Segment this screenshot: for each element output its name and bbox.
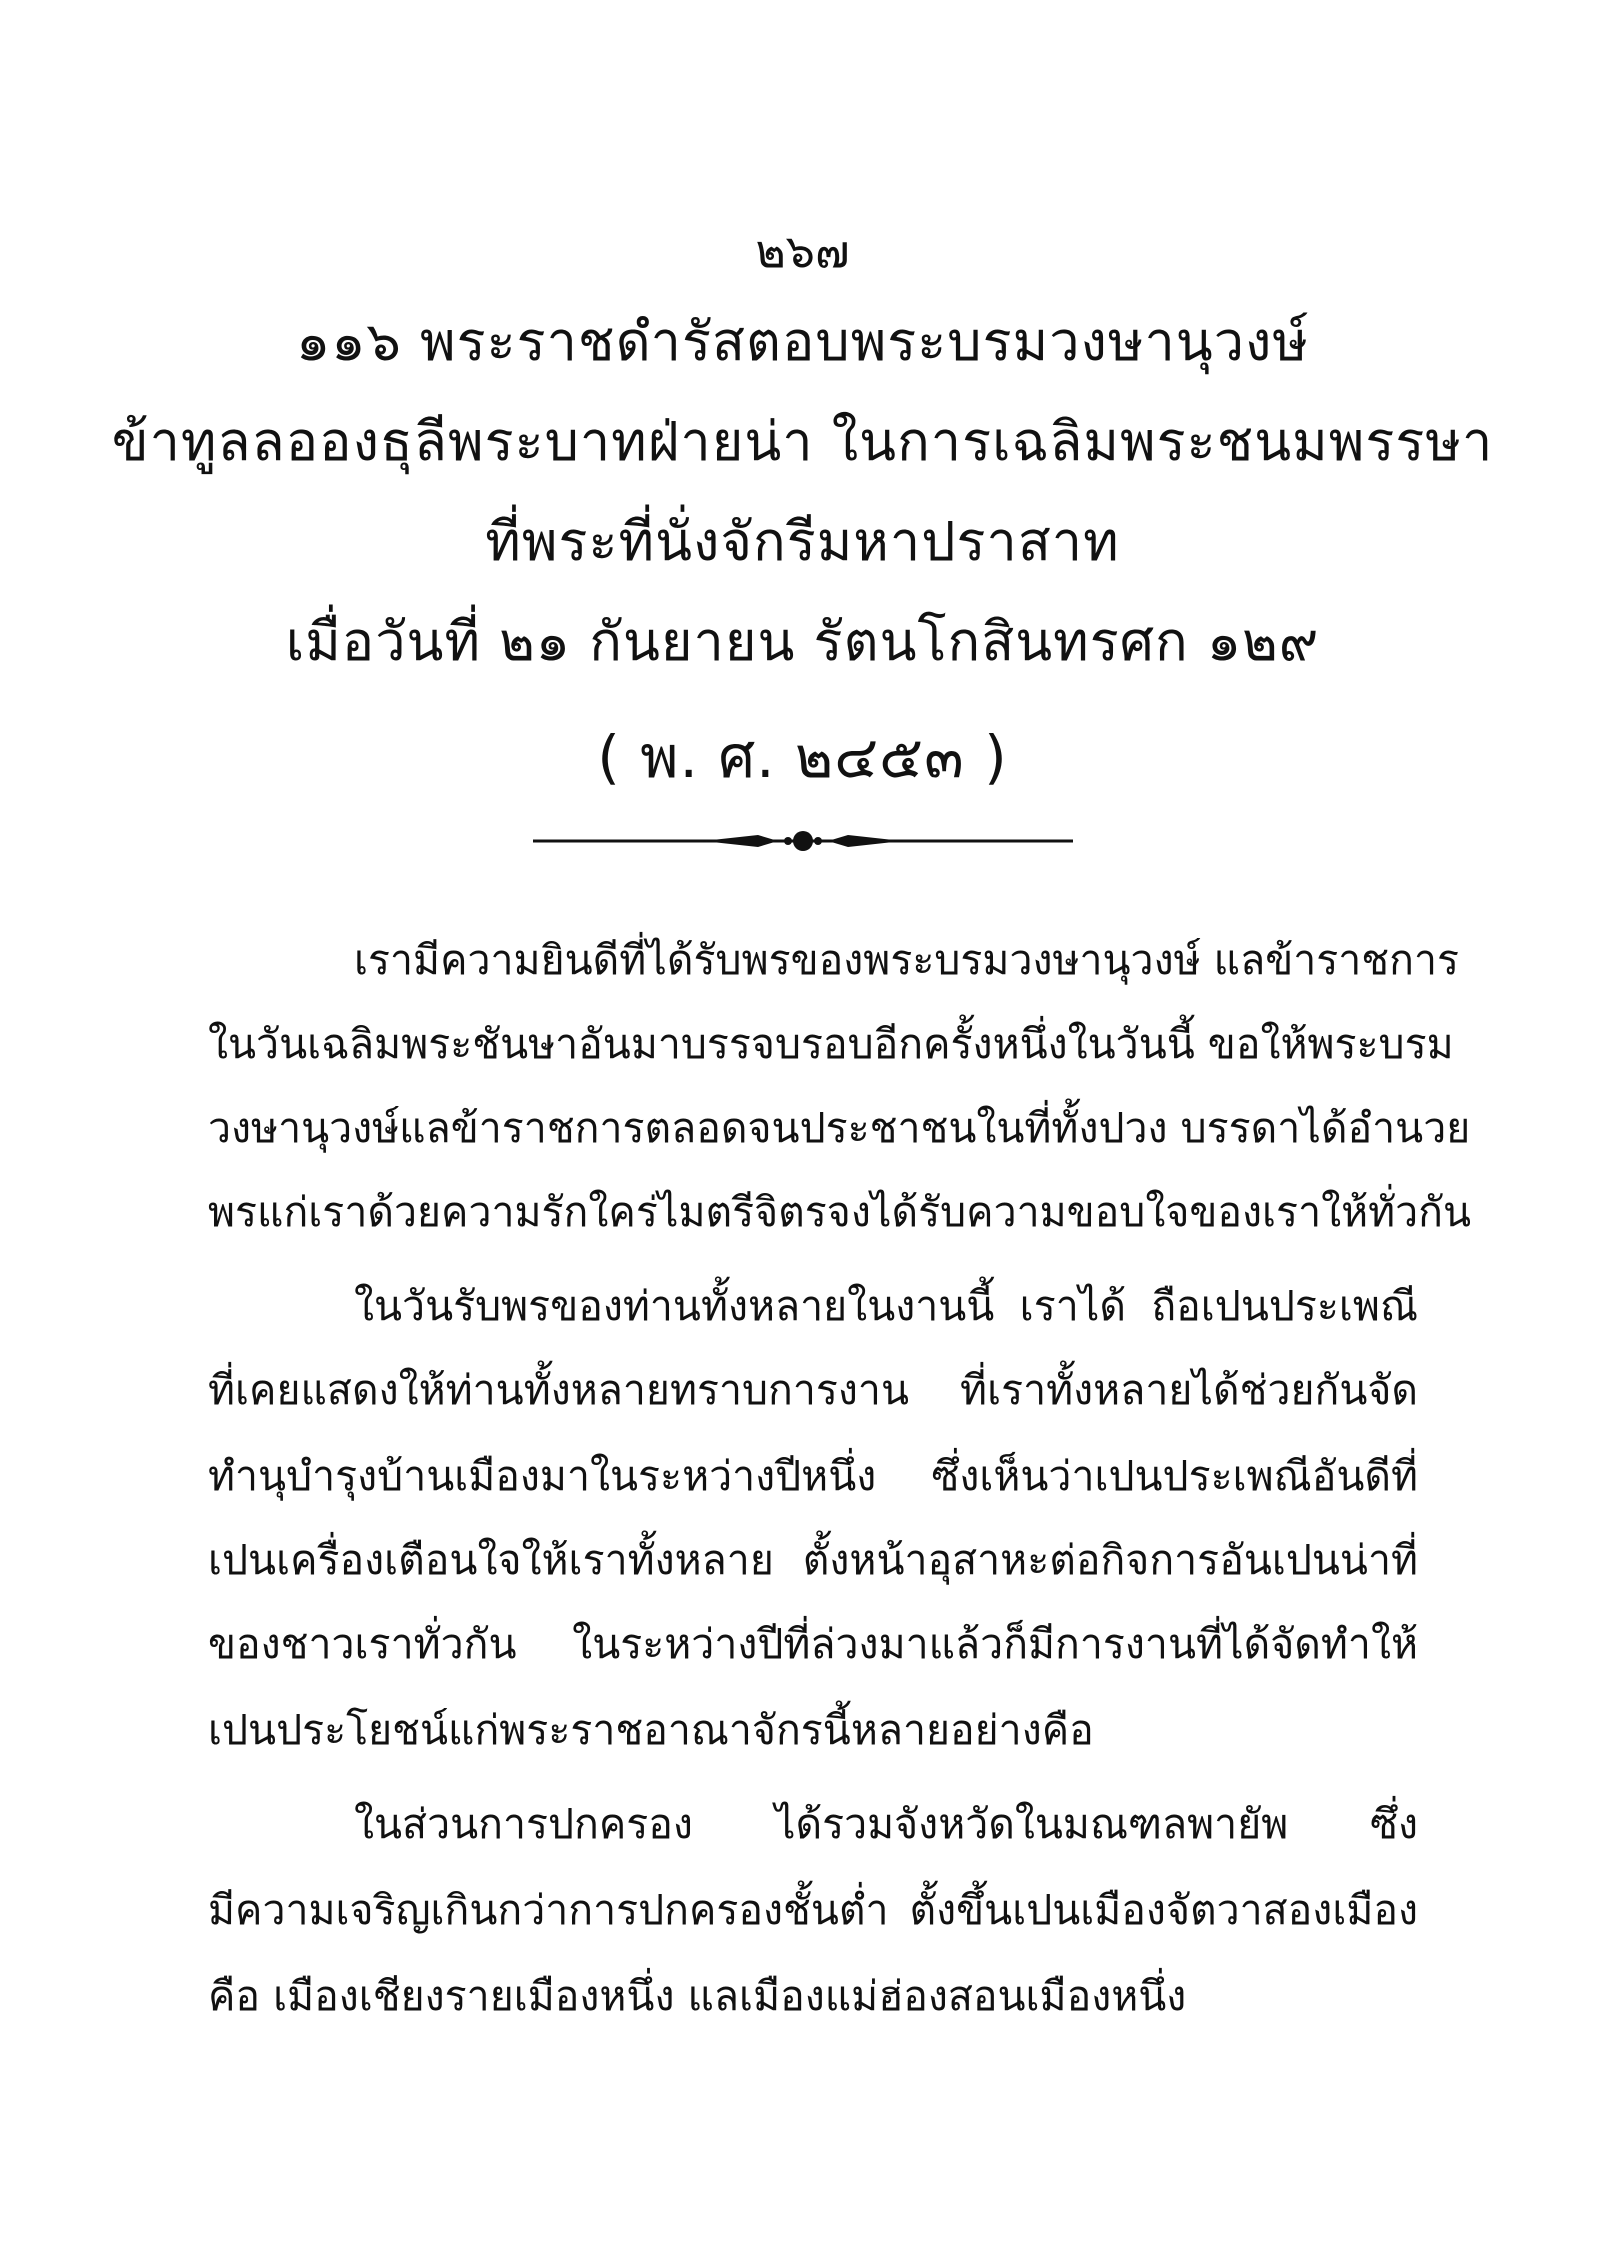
heading-line-2: ข้าทูลลอองธุลีพระบาทฝ่ายน่า ในการเฉลิมพระชนมพรรษา (111, 410, 1494, 473)
heading-line-5: ( พ. ศ. ๒๔๕๓ ) (597, 723, 1008, 791)
page-number: ๒๖๗ (755, 224, 850, 278)
body-line-2: ในวันเฉลิมพระชันษาอันมาบรรจบรอบอีกครั้งหนึ่งในวันนี้ ขอให้พระบรม (208, 1020, 1454, 1068)
body-line-10: เปนประโยชน์แก่พระราชอาณาจักรนี้หลายอย่างคือ (208, 1706, 1094, 1754)
body-line-9: ของชาวเราทั่วกัน ในระหว่างปีที่ล่วงมาแล้วก็มีการงานที่ได้จัดทำให้ (208, 1620, 1418, 1668)
body-line-6: ที่เคยแสดงให้ท่านทั้งหลายทราบการงาน ที่เราทั้งหลายได้ช่วยกันจัด (208, 1366, 1418, 1414)
heading-line-4: เมื่อวันที่ ๒๑ กันยายน รัตนโกสินทรศก ๑๒๙ (285, 610, 1320, 673)
body-line-3: วงษานุวงษ์แลข้าราชการตลอดจนประชาชนในที่ทั้งปวง บรรดาได้อำนวย (208, 1104, 1471, 1152)
body-line-13: คือ เมืองเชียงรายเมืองหนึ่ง แลเมืองแม่ฮ่องสอนเมืองหนึ่ง (208, 1972, 1187, 2020)
body-line-4: พรแก่เราด้วยความรักใคร่ไมตรีจิตรจงได้รับความขอบใจของเราให้ทั่วกัน (208, 1188, 1472, 1236)
body-line-12: มีความเจริญเกินกว่าการปกครองชั้นต่ำ ตั้งขึ้นเปนเมืองจัตวาสองเมือง (208, 1886, 1418, 1934)
ornamental-divider (533, 826, 1073, 856)
body-line-1: เรามีความยินดีที่ได้รับพรของพระบรมวงษานุวงษ์ แลข้าราชการ (354, 936, 1459, 984)
body-line-7: ทำนุบำรุงบ้านเมืองมาในระหว่างปีหนึ่ง ซึ่งเห็นว่าเปนประเพณีอันดีที่ (208, 1452, 1418, 1500)
heading-line-1: ๑๑๖ พระราชดำรัสตอบพระบรมวงษานุวงษ์ (296, 310, 1309, 373)
heading-line-3: ที่พระที่นั่งจักรีมหาปราสาท (485, 510, 1120, 573)
body-line-8: เปนเครื่องเตือนใจให้เราทั้งหลาย ตั้งหน้าอุสาหะต่อกิจการอันเปนน่าที่ (208, 1536, 1418, 1584)
body-line-11: ในส่วนการปกครอง ได้รวมจังหวัดในมณฑลพายัพ ซึ่ง (354, 1800, 1418, 1848)
body-line-5: ในวันรับพรของท่านทั้งหลายในงานนี้ เราได้ ถือเปนประเพณี (354, 1282, 1418, 1330)
